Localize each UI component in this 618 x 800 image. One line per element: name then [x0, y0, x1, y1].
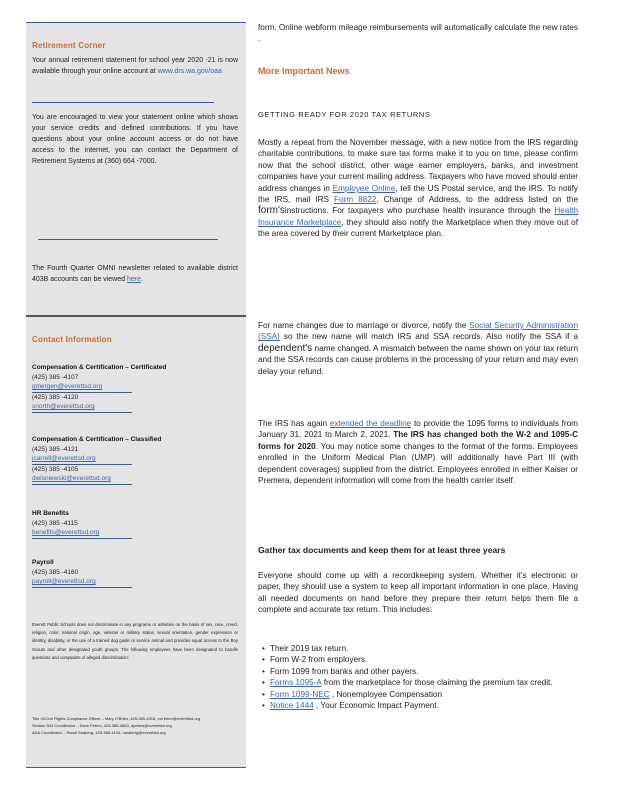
ssa-link[interactable]: Social Security Administration (SSA): [258, 321, 578, 342]
text-run: The IRS has again: [258, 419, 328, 428]
contact-email-link[interactable]: payroll@everettsd.org: [32, 577, 132, 588]
contact-phone: (425) 385 -4120: [32, 393, 79, 401]
tax-paragraph-3: [258, 418, 578, 486]
retirement-p1-text: Your annual retirement statement for school year 2020 -21 is now available through your online account at: [32, 57, 238, 75]
divider-line: [38, 239, 218, 240]
more-important-news-heading: More Important News: [258, 66, 350, 76]
contact-email-link[interactable]: snorth@everettsd.org: [32, 402, 132, 413]
retirement-paragraph-3: The Fourth Quarter OMNI newsletter related to available district 403B accounts can be viewed here.: [32, 265, 238, 283]
tax-paragraph-1: [258, 137, 578, 240]
list-item: [270, 666, 578, 677]
contact-phone: (425) 385 -4115: [32, 519, 78, 527]
contact-title: Compensation & Certification – Classified: [32, 436, 162, 443]
list-item-text: Their 2019 tax return.: [270, 644, 349, 653]
tax-paragraph-2: [258, 320, 578, 377]
list-item-text: Form W-2 from employers.: [270, 655, 368, 665]
text-run: The IRS has changed both the W-2 and 1095-C forms for 2020: [258, 430, 578, 451]
contact-certificated: [32, 363, 240, 413]
contact-email-link[interactable]: benefits@everettsd.org: [32, 528, 132, 539]
list-item-text: from the marketplace for those claiming the premium tax credit.: [323, 678, 553, 688]
contact-title: Compensation & Certification – Certificated: [32, 364, 167, 371]
contact-hr-benefits: [32, 509, 240, 539]
text-run: so the new name will match IRS and SSA records. Also notify the SSA if a: [283, 332, 578, 342]
contact-payroll: [32, 558, 240, 588]
health-insurance-marketplace-link[interactable]: Health Insurance Marketplace: [258, 206, 578, 227]
contact-title: Payroll: [32, 559, 54, 566]
retirement-paragraph-1: [32, 55, 238, 77]
document-link[interactable]: Form 1099-NEC: [270, 689, 330, 699]
compliance-line: Section 504 Coordinator – Dave Peters, 425-385-4063, dpeters@everettsd.org: [32, 722, 172, 728]
nondiscrimination-statement: Everett Public Schools does not discriminate in any programs or activities on the basis of sex, race, creed, religion, color, national origin, age, veteran or military status, sexual orientation, gender expression or identity, disability, or the use of a trained dog guide or service animal and provides equal access to the Boy Scouts and other designated youth groups. The following employees have been designated to handle questions and complaints of alleged discrimination:: [32, 622, 238, 660]
contact-phone: (425) 385 -4105: [32, 465, 79, 473]
list-item-text: , Your Economic Impact Payment.: [315, 701, 439, 711]
contact-phone: (425) 385 -4160: [32, 568, 79, 576]
sidebar: [26, 22, 246, 768]
gather-paragraph: Everyone should come up with a recordkeeping system. Whether it's electronic or paper, they should use a system to keep all important information in one place. Having all needed documents on hand before they prepare their return helps them file a complete and accurate tax return. This includes:: [258, 571, 578, 615]
compliance-line: ADA Coordinator – Randi Seaberg, 425-385-4104, rseaberg@everettsd.org: [32, 729, 166, 735]
text-run: , tell the US Postal service, and the IRS. To notify the IRS, mail IRS: [258, 183, 578, 205]
text-run: to provide the 1095 forms to individuals from January 31, 2021 to March 2, 2021.: [258, 419, 578, 440]
contact-information-heading: Contact Information: [32, 335, 112, 344]
documents-list: [258, 643, 578, 711]
list-item: [270, 643, 578, 654]
document-link[interactable]: Notice 1444: [270, 701, 314, 711]
text-run: instructions. For taxpayers who purchase health insurance through the: [284, 206, 551, 216]
form-8822-link[interactable]: Form 8822: [334, 195, 377, 205]
extended-deadline-link[interactable]: extended the deadline: [329, 419, 412, 428]
list-item: [270, 689, 578, 700]
retirement-p3-text: The Fourth Quarter OMNI newsletter related to available district 403B accounts can be viewed: [32, 265, 238, 283]
text-run: name changed. A mismatch between the name shown on your tax return and the SSA records can cause problems in the processing of your return and may even delay your refund.: [258, 343, 578, 376]
employee-online-link[interactable]: Employee Online: [332, 183, 396, 193]
omni-here-link[interactable]: here: [126, 276, 141, 283]
retirement-paragraph-2: You are encouraged to view your statement online which shows your service credits and defined contributions. If you have questions about your online account access or do not have access to the internet, you can contact the Department of Retirement Systems at (360) 664 -7000.: [32, 114, 238, 165]
retirement-corner-heading: Retirement Corner: [32, 41, 106, 50]
text-run: For name changes due to marriage or divorce, notify the: [258, 321, 467, 330]
list-item: [270, 654, 578, 665]
text-run: Mostly a repeat from the November message, with a new notice from the IRS regarding charitable contributions, to make sure tax forms make it to you on time, please confirm now that the school district, other wage earner employers, banks, and investment companies have your current mailing address. Taxpayers who have moved should enter address changes in: [258, 138, 578, 193]
document-link[interactable]: Forms 1095-A: [270, 678, 322, 688]
contact-classified: [32, 435, 240, 485]
section-divider: [26, 315, 246, 317]
compliance-contacts: [32, 716, 238, 736]
divider-line: [32, 102, 214, 103]
documents-bullet-list: [258, 643, 578, 711]
list-item: [270, 700, 578, 711]
text-run: , Change of Address, to the address listed on the: [376, 195, 578, 205]
contact-email-link[interactable]: dwisniewski@everettsd.org: [32, 474, 132, 485]
text-run: dependent's: [258, 342, 313, 354]
tax-returns-heading: GETTING READY FOR 2020 TAX RETURNS: [258, 110, 431, 119]
intro-paragraph: form. Online webform mileage reimbursements will automatically calculate the new rates .: [258, 23, 578, 44]
text-run: , they should also notify the Marketplace when they move out of the area covered by their current Marketplace plan.: [258, 217, 579, 239]
list-item: [270, 677, 578, 688]
contact-title: HR Benefits: [32, 510, 69, 517]
contact-phone: (425) 385 -4121: [32, 445, 79, 453]
text-run: . You may notice some changes to the format of the forms. Employees enrolled in the Uniform Medical Plan (UMP) will additionally have Part III (with dependent coverages) supplied from the district. Employees enrolled in either Kaiser or Premera, dependent information will come from the health carrier itself.: [258, 441, 578, 486]
contact-email-link[interactable]: jcarrell@everettsd.org: [32, 454, 132, 465]
list-item-text: Form 1099 from banks and other payers.: [270, 666, 419, 676]
list-item-text: , Nonemployee Compensation: [331, 689, 443, 699]
drs-oaa-link[interactable]: www.drs.wa.gov/oaa: [157, 68, 222, 75]
contact-email-link[interactable]: gmergen@everettsd.org: [32, 382, 132, 393]
contact-phone: (425) 385 -4107: [32, 373, 79, 381]
gather-documents-heading: Gather tax documents and keep them for at least three years: [258, 545, 506, 555]
compliance-line: Title IX/Civil Rights Compliance Officer – Mary O'Brien, 425-385-4016, mo'brien@everettsd.org: [32, 716, 201, 721]
text-run: form's: [258, 205, 285, 217]
